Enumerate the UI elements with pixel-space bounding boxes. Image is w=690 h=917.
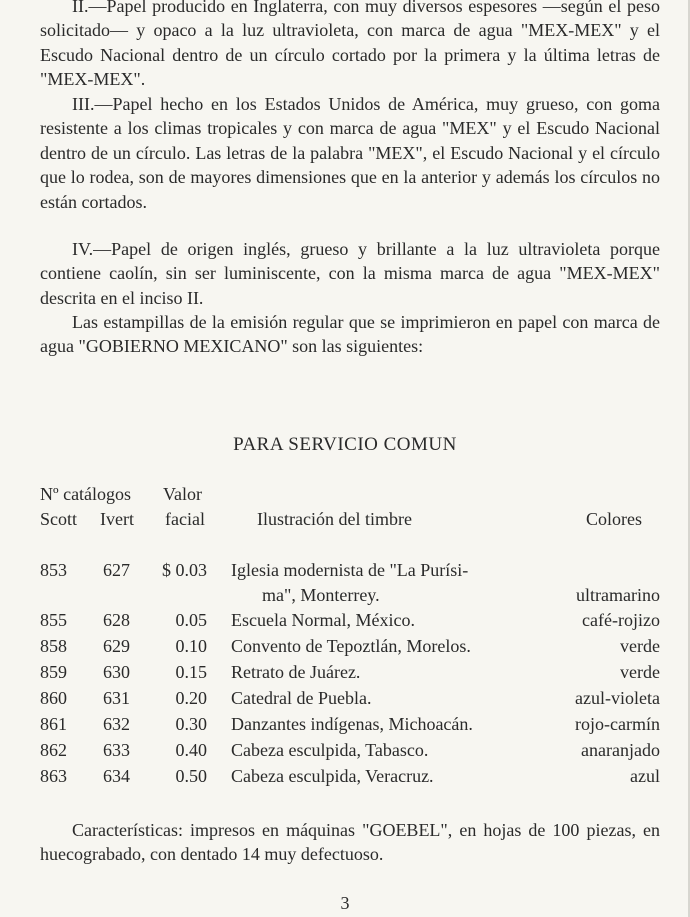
stamp-color: verde bbox=[620, 662, 660, 682]
stamp-description: Escuela Normal, México. bbox=[231, 610, 415, 630]
ivert-number: 632 bbox=[103, 714, 130, 734]
stamp-color: azul-violeta bbox=[575, 688, 660, 708]
face-value: 0.10 bbox=[175, 636, 207, 656]
section-title: PARA SERVICIO COMUN bbox=[233, 434, 457, 455]
stamp-description: Iglesia modernista de "La Purísi- bbox=[231, 560, 469, 580]
header-ilustracion: Ilustración del timbre bbox=[257, 509, 412, 529]
paragraph-ii: II.—Papel producido en Inglaterra, con muy diversos espesores —según el peso solicitado— y opaco a la luz ultravioleta, con marca de agua "MEX-MEX" y el Escudo Nacional dentro de un círculo cortado por la primera y la última letras de "MEX-MEX". bbox=[40, 0, 660, 90]
table-row bbox=[0, 714, 690, 739]
scott-number: 858 bbox=[40, 636, 67, 656]
table-row bbox=[0, 740, 690, 765]
table-row bbox=[0, 766, 690, 791]
stamp-description: Retrato de Juárez. bbox=[231, 662, 361, 682]
face-value: 0.50 bbox=[175, 766, 207, 786]
header-ivert: Ivert bbox=[100, 509, 134, 529]
stamp-color: verde bbox=[620, 636, 660, 656]
stamp-color: rojo-carmín bbox=[575, 714, 660, 734]
ivert-number: 627 bbox=[103, 560, 130, 580]
stamp-color: anaranjado bbox=[581, 740, 660, 760]
stamp-description: Convento de Tepoztlán, Morelos. bbox=[231, 636, 471, 656]
face-value: 0.20 bbox=[175, 688, 207, 708]
ivert-number: 631 bbox=[103, 688, 130, 708]
table-row bbox=[0, 610, 690, 635]
stamp-description: Catedral de Puebla. bbox=[231, 688, 372, 708]
paragraph-intro-list: Las estampillas de la emisión regular que se imprimieron en papel con marca de agua "GOBIERNO MEXICANO" son las siguientes: bbox=[40, 312, 660, 357]
face-value: $ 0.03 bbox=[162, 560, 207, 580]
face-value: 0.30 bbox=[175, 714, 207, 734]
scott-number: 863 bbox=[40, 766, 67, 786]
stamp-color: ultramarino bbox=[576, 585, 660, 605]
paragraph-iv: IV.—Papel de origen inglés, grueso y brillante a la luz ultravioleta porque contiene caolín, sin ser luminiscente, con la misma marca de agua "MEX-MEX" descrita en el inciso II. bbox=[40, 239, 660, 308]
stamp-color: azul bbox=[630, 766, 660, 786]
page-number: 3 bbox=[340, 893, 350, 913]
stamp-description: Cabeza esculpida, Tabasco. bbox=[231, 740, 429, 760]
ivert-number: 630 bbox=[103, 662, 130, 682]
face-value: 0.40 bbox=[175, 740, 207, 760]
scott-number: 860 bbox=[40, 688, 67, 708]
header-facial: facial bbox=[165, 509, 205, 529]
header-valor: Valor bbox=[163, 484, 202, 504]
stamp-color: café-rojizo bbox=[582, 610, 660, 630]
header-colores: Colores bbox=[586, 509, 642, 529]
table-row-continuation bbox=[0, 585, 690, 610]
ivert-number: 628 bbox=[103, 610, 130, 630]
ivert-number: 629 bbox=[103, 636, 130, 656]
ivert-number: 633 bbox=[103, 740, 130, 760]
header-scott: Scott bbox=[40, 509, 78, 529]
paragraph-iii: III.—Papel hecho en los Estados Unidos de América, muy grueso, con goma resistente a los climas tropicales y con marca de agua "MEX" y el Escudo Nacional dentro de un círculo. Las letras de la palabra "MEX", el Escudo Nacional y el círculo que lo rodea, son de mayores dimensiones que en la anterior y además los círculos no están cortados. bbox=[40, 94, 660, 212]
table-row bbox=[0, 688, 690, 713]
table-row bbox=[0, 636, 690, 661]
closing-paragraph: Características: impresos en máquinas "GOEBEL", en hojas de 100 piezas, en huecograbado, con dentado 14 muy defectuoso. bbox=[40, 820, 660, 865]
stamp-description: Danzantes indígenas, Michoacán. bbox=[231, 714, 473, 734]
scott-number: 859 bbox=[40, 662, 67, 682]
face-value: 0.05 bbox=[175, 610, 207, 630]
header-catalogos: Nº catálogos bbox=[40, 484, 132, 504]
scott-number: 855 bbox=[40, 610, 67, 630]
scott-number: 853 bbox=[40, 560, 67, 580]
table-row bbox=[0, 662, 690, 687]
table-row bbox=[0, 560, 690, 585]
stamp-description-cont: ma", Monterrey. bbox=[262, 585, 380, 605]
scott-number: 862 bbox=[40, 740, 67, 760]
face-value: 0.15 bbox=[175, 662, 207, 682]
ivert-number: 634 bbox=[103, 766, 130, 786]
stamp-description: Cabeza esculpida, Veracruz. bbox=[231, 766, 434, 786]
scott-number: 861 bbox=[40, 714, 67, 734]
